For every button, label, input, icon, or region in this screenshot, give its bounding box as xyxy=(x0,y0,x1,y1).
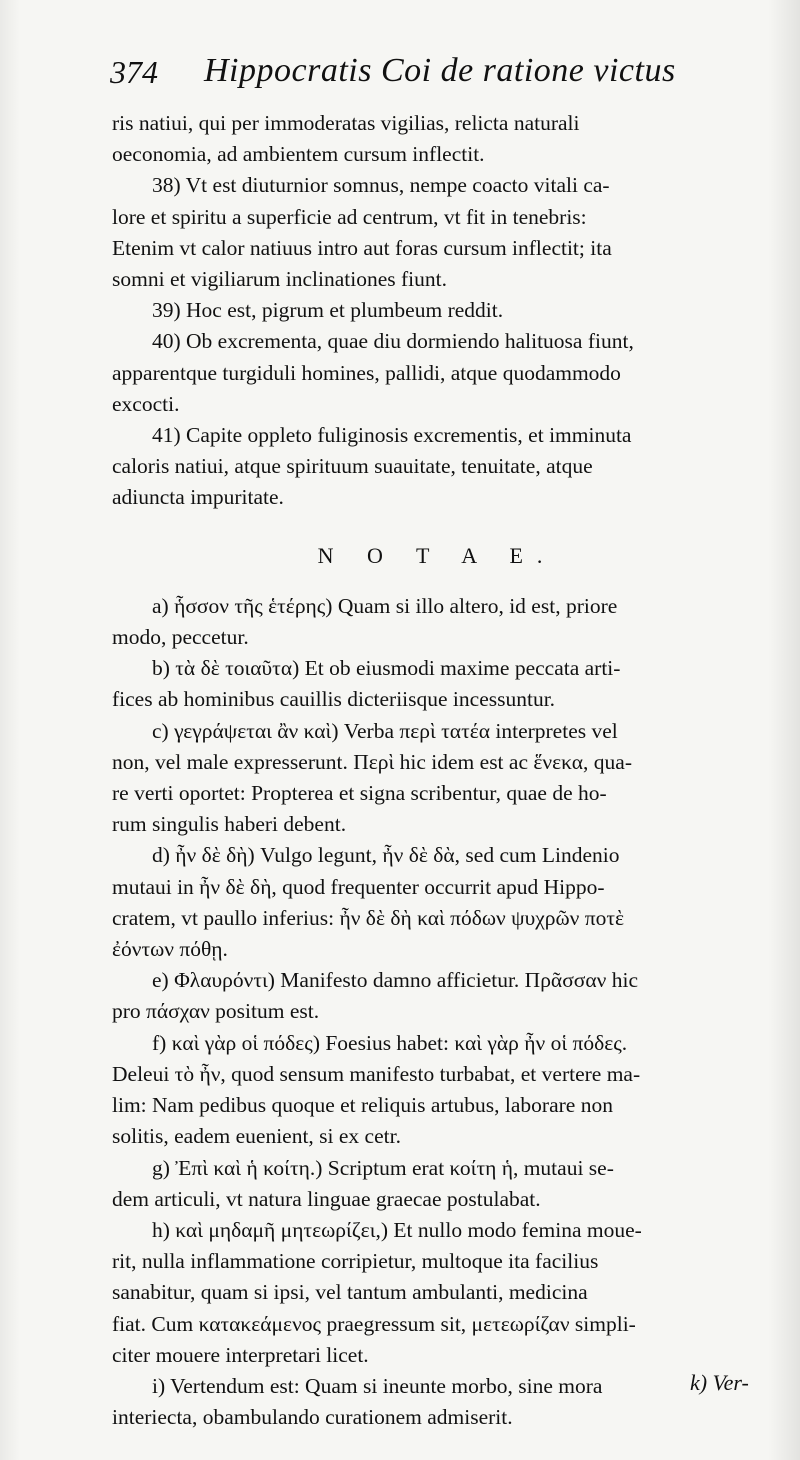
text-line: 41) Capite oppleto fuliginosis excrementis, et imminuta xyxy=(152,423,632,448)
text-line: excocti. xyxy=(112,391,180,416)
note-line: re verti oportet: Propterea et signa scribentur, quae de ho- xyxy=(112,781,607,806)
note-line: ἐόντων πόθῃ. xyxy=(112,937,228,962)
page-body xyxy=(112,108,762,1433)
note-line: sanabitur, quam si ipsi, vel tantum ambulanti, medicina xyxy=(112,1280,588,1305)
note-line: c) γεγράψεται ἂν καὶ) Verba περὶ τατέα interpretes vel xyxy=(152,718,618,743)
text-line: lore et spiritu a superficie ad centrum, vt fit in tenebris: xyxy=(112,204,587,229)
note-line: Deleui τὸ ἦν, quod sensum manifesto turbabat, et vertere ma- xyxy=(112,1061,641,1086)
page-header xyxy=(110,48,750,98)
note-line: rit, nulla inflammatione corripietur, multoque ita facilius xyxy=(112,1249,599,1274)
note-line: rum singulis haberi debent. xyxy=(112,812,347,837)
text-line: 39) Hoc est, pigrum et plumbeum reddit. xyxy=(152,298,504,323)
note-line: solitis, eadem euenient, si ex cetr. xyxy=(112,1124,401,1149)
note-line: b) τὰ δὲ τοιαῦτα) Et ob eiusmodi maxime peccata arti- xyxy=(152,656,621,681)
note-line: cratem, vt paullo inferius: ἦν δὲ δὴ καὶ πόδων ψυχρῶν ποτὲ xyxy=(112,905,625,930)
note-line: fices ab hominibus cauillis dicteriisque incessuntur. xyxy=(112,687,556,712)
page-edge-shadow xyxy=(768,0,800,1460)
text-line: apparentque turgiduli homines, pallidi, atque quodammodo xyxy=(112,360,621,385)
running-title: Hippocratis Coi de ratione victus xyxy=(204,52,676,89)
page-number: 374 xyxy=(110,54,158,90)
note-line: d) ἦν δὲ δὴ) Vulgo legunt, ἦν δὲ δὰ, sed cum Lindenio xyxy=(152,843,620,868)
note-line: dem articuli, vt natura linguae graecae postulabat. xyxy=(112,1186,541,1211)
note-line: modo, peccetur. xyxy=(112,625,249,650)
note-line: lim: Nam pedibus quoque et reliquis artubus, laborare non xyxy=(112,1093,613,1118)
note-line: non, vel male expresserunt. Περὶ hic idem est ac ἕνεκα, qua- xyxy=(112,749,633,774)
text-line: Etenim vt calor natiuus intro aut foras cursum inflectit; ita xyxy=(112,235,612,260)
note-line: g) Ἐπὶ καὶ ἡ κοίτη.) Scriptum erat κοίτη ἡ, mutaui se- xyxy=(152,1155,614,1180)
note-line: citer mouere interpretari licet. xyxy=(112,1342,369,1367)
note-line: i) Vertendum est: Quam si ineunte morbo, sine mora xyxy=(152,1373,603,1398)
text-line: oeconomia, ad ambientem cursum inflectit. xyxy=(112,142,485,167)
note-line: pro πάσχαν positum est. xyxy=(112,999,320,1024)
note-line: fiat. Cum κατακεάμενος praegressum sit, μετεωρίζαν simpli- xyxy=(112,1311,636,1336)
text-line: somni et vigiliarum inclinationes fiunt. xyxy=(112,267,447,292)
note-line: e) Φλαυρόντι) Manifesto damno afficietur. Πρᾶσσαν hic xyxy=(152,968,639,993)
text-line: ris natiui, qui per immoderatas vigilias, relicta naturali xyxy=(112,111,580,135)
text-line: adiuncta impuritate. xyxy=(112,485,284,510)
catchword: k) Ver- xyxy=(690,1370,749,1395)
note-line: interiecta, obambulando curationem admiserit. xyxy=(112,1405,513,1430)
notes-heading: N O T A E. xyxy=(317,542,557,568)
text-line: 40) Ob excrementa, quae diu dormiendo halituosa fiunt, xyxy=(152,329,634,354)
note-line: h) καὶ μηδαμῆ μητεωρίζει,) Et nullo modo femina moue- xyxy=(152,1217,642,1242)
page-gutter-shadow xyxy=(0,0,20,1460)
note-line: mutaui in ἦν δὲ δὴ, quod frequenter occurrit apud Hippo- xyxy=(112,874,605,899)
note-line: f) καὶ γὰρ οἱ πόδες) Foesius habet: καὶ γὰρ ἦν οἱ πόδες. xyxy=(152,1030,628,1055)
text-line: caloris natiui, atque spirituum suauitate, tenuitate, atque xyxy=(112,454,593,479)
note-line: a) ἧσσον τῆς ἑτέρης) Quam si illo altero, id est, priore xyxy=(152,593,618,618)
text-line: 38) Vt est diuturnior somnus, nempe coacto vitali ca- xyxy=(152,173,610,198)
